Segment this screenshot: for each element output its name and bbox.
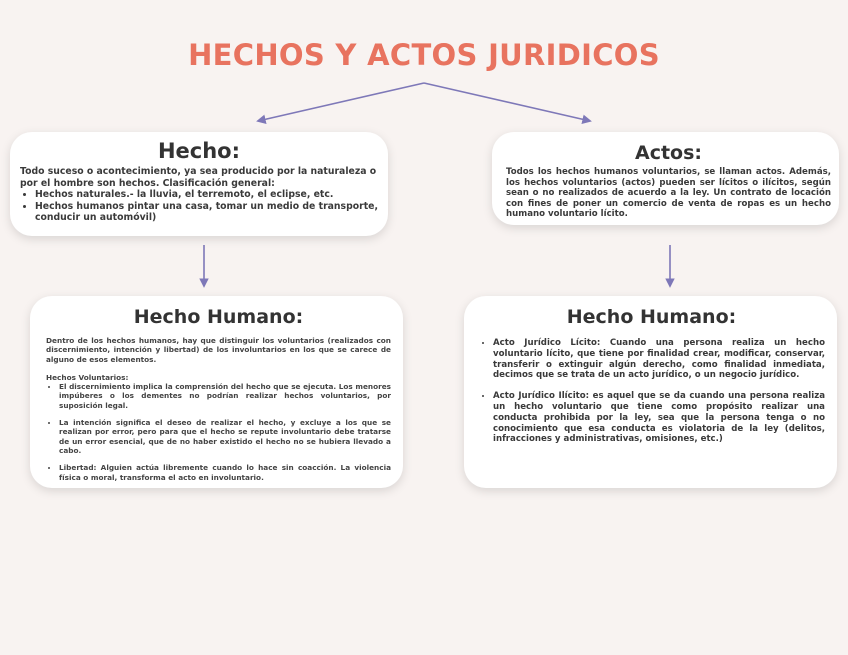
- page-title: HECHOS Y ACTOS JURIDICOS: [188, 38, 660, 72]
- hecho-humano-right-heading: Hecho Humano:: [566, 306, 737, 328]
- actos-card: [492, 132, 839, 225]
- actos-heading: Actos:: [634, 142, 702, 164]
- hecho-intro: Todo suceso o acontecimiento, ya sea producido por la naturaleza o por el hombre son hechos. Clasificación general:: [20, 166, 377, 189]
- arrow-to-actos: [424, 83, 590, 121]
- voluntario-item-discernimiento: • El discernimiento implica la comprensión del hecho que se ejecuta. Los menores impúberes o los dementes no podrían realizar hechos voluntarios, por suposición legal.: [59, 382, 391, 410]
- voluntario-item-intencion: • La intención significa el deseo de realizar el hecho, y excluye a los que se realizan por error, pero para que el hecho se repute involuntario debe tratarse de un error esencial, que de no haber existido el hecho no se hubiera llevado a cabo.: [59, 418, 391, 455]
- hecho-item-humano: • Hechos humanos pintar una casa, tomar un medio de transporte, conducir un automóvil): [35, 201, 378, 224]
- hecho-item-natural: • Hechos naturales.- la lluvia, el terremoto, el eclipse, etc.: [35, 189, 378, 201]
- hecho-heading: Hecho:: [157, 139, 241, 163]
- arrow-to-hecho: [258, 83, 424, 121]
- voluntario-item-libertad: • Libertad: Alguien actúa libremente cuando lo hace sin coacción. La violencia física o moral, transforma el acto en involuntario.: [59, 463, 391, 482]
- acto-ilicito-item: • Acto Jurídico Ilícito: es aquel que se da cuando una persona realiza un hecho voluntario que tiene como propósito realizar una conducta prohibida por la ley, sea que la persona tenga o no conocimiento que esa conducta es violatoria de la ley (delitos, infracciones y administrativas, omisiones, etc.): [493, 391, 825, 445]
- hechos-voluntarios-subheading: Hechos Voluntarios:: [46, 372, 129, 382]
- actos-text: Todos los hechos humanos voluntarios, se llaman actos. Además, los hechos voluntarios (actos) pueden ser lícitos o ilícitos, según sean o no realizados de acuerdo a la ley. Un contrato de locación con fines de poner un comercio de venta de ropas es un hecho humano voluntario lícito.: [506, 167, 831, 220]
- hecho-humano-right-card: [464, 296, 837, 488]
- hecho-humano-left-heading: Hecho Humano:: [133, 306, 304, 328]
- hecho-card: [10, 132, 388, 236]
- hecho-humano-left-intro: Dentro de los hechos humanos, hay que distinguir los voluntarios (realizados con discernimiento, intención y libertad) de los involuntarios en los que se carece de alguno de esos elementos.: [46, 336, 391, 364]
- acto-licito-item: • Acto Jurídico Lícito: Cuando una persona realiza un hecho voluntario lícito, que tiene por finalidad crear, modificar, conservar, transferir o extinguir algún derecho, como finalidad inmediata, decimos que se trata de un acto jurídico, o un negocio jurídico.: [493, 338, 825, 381]
- hecho-humano-left-card: [30, 296, 403, 488]
